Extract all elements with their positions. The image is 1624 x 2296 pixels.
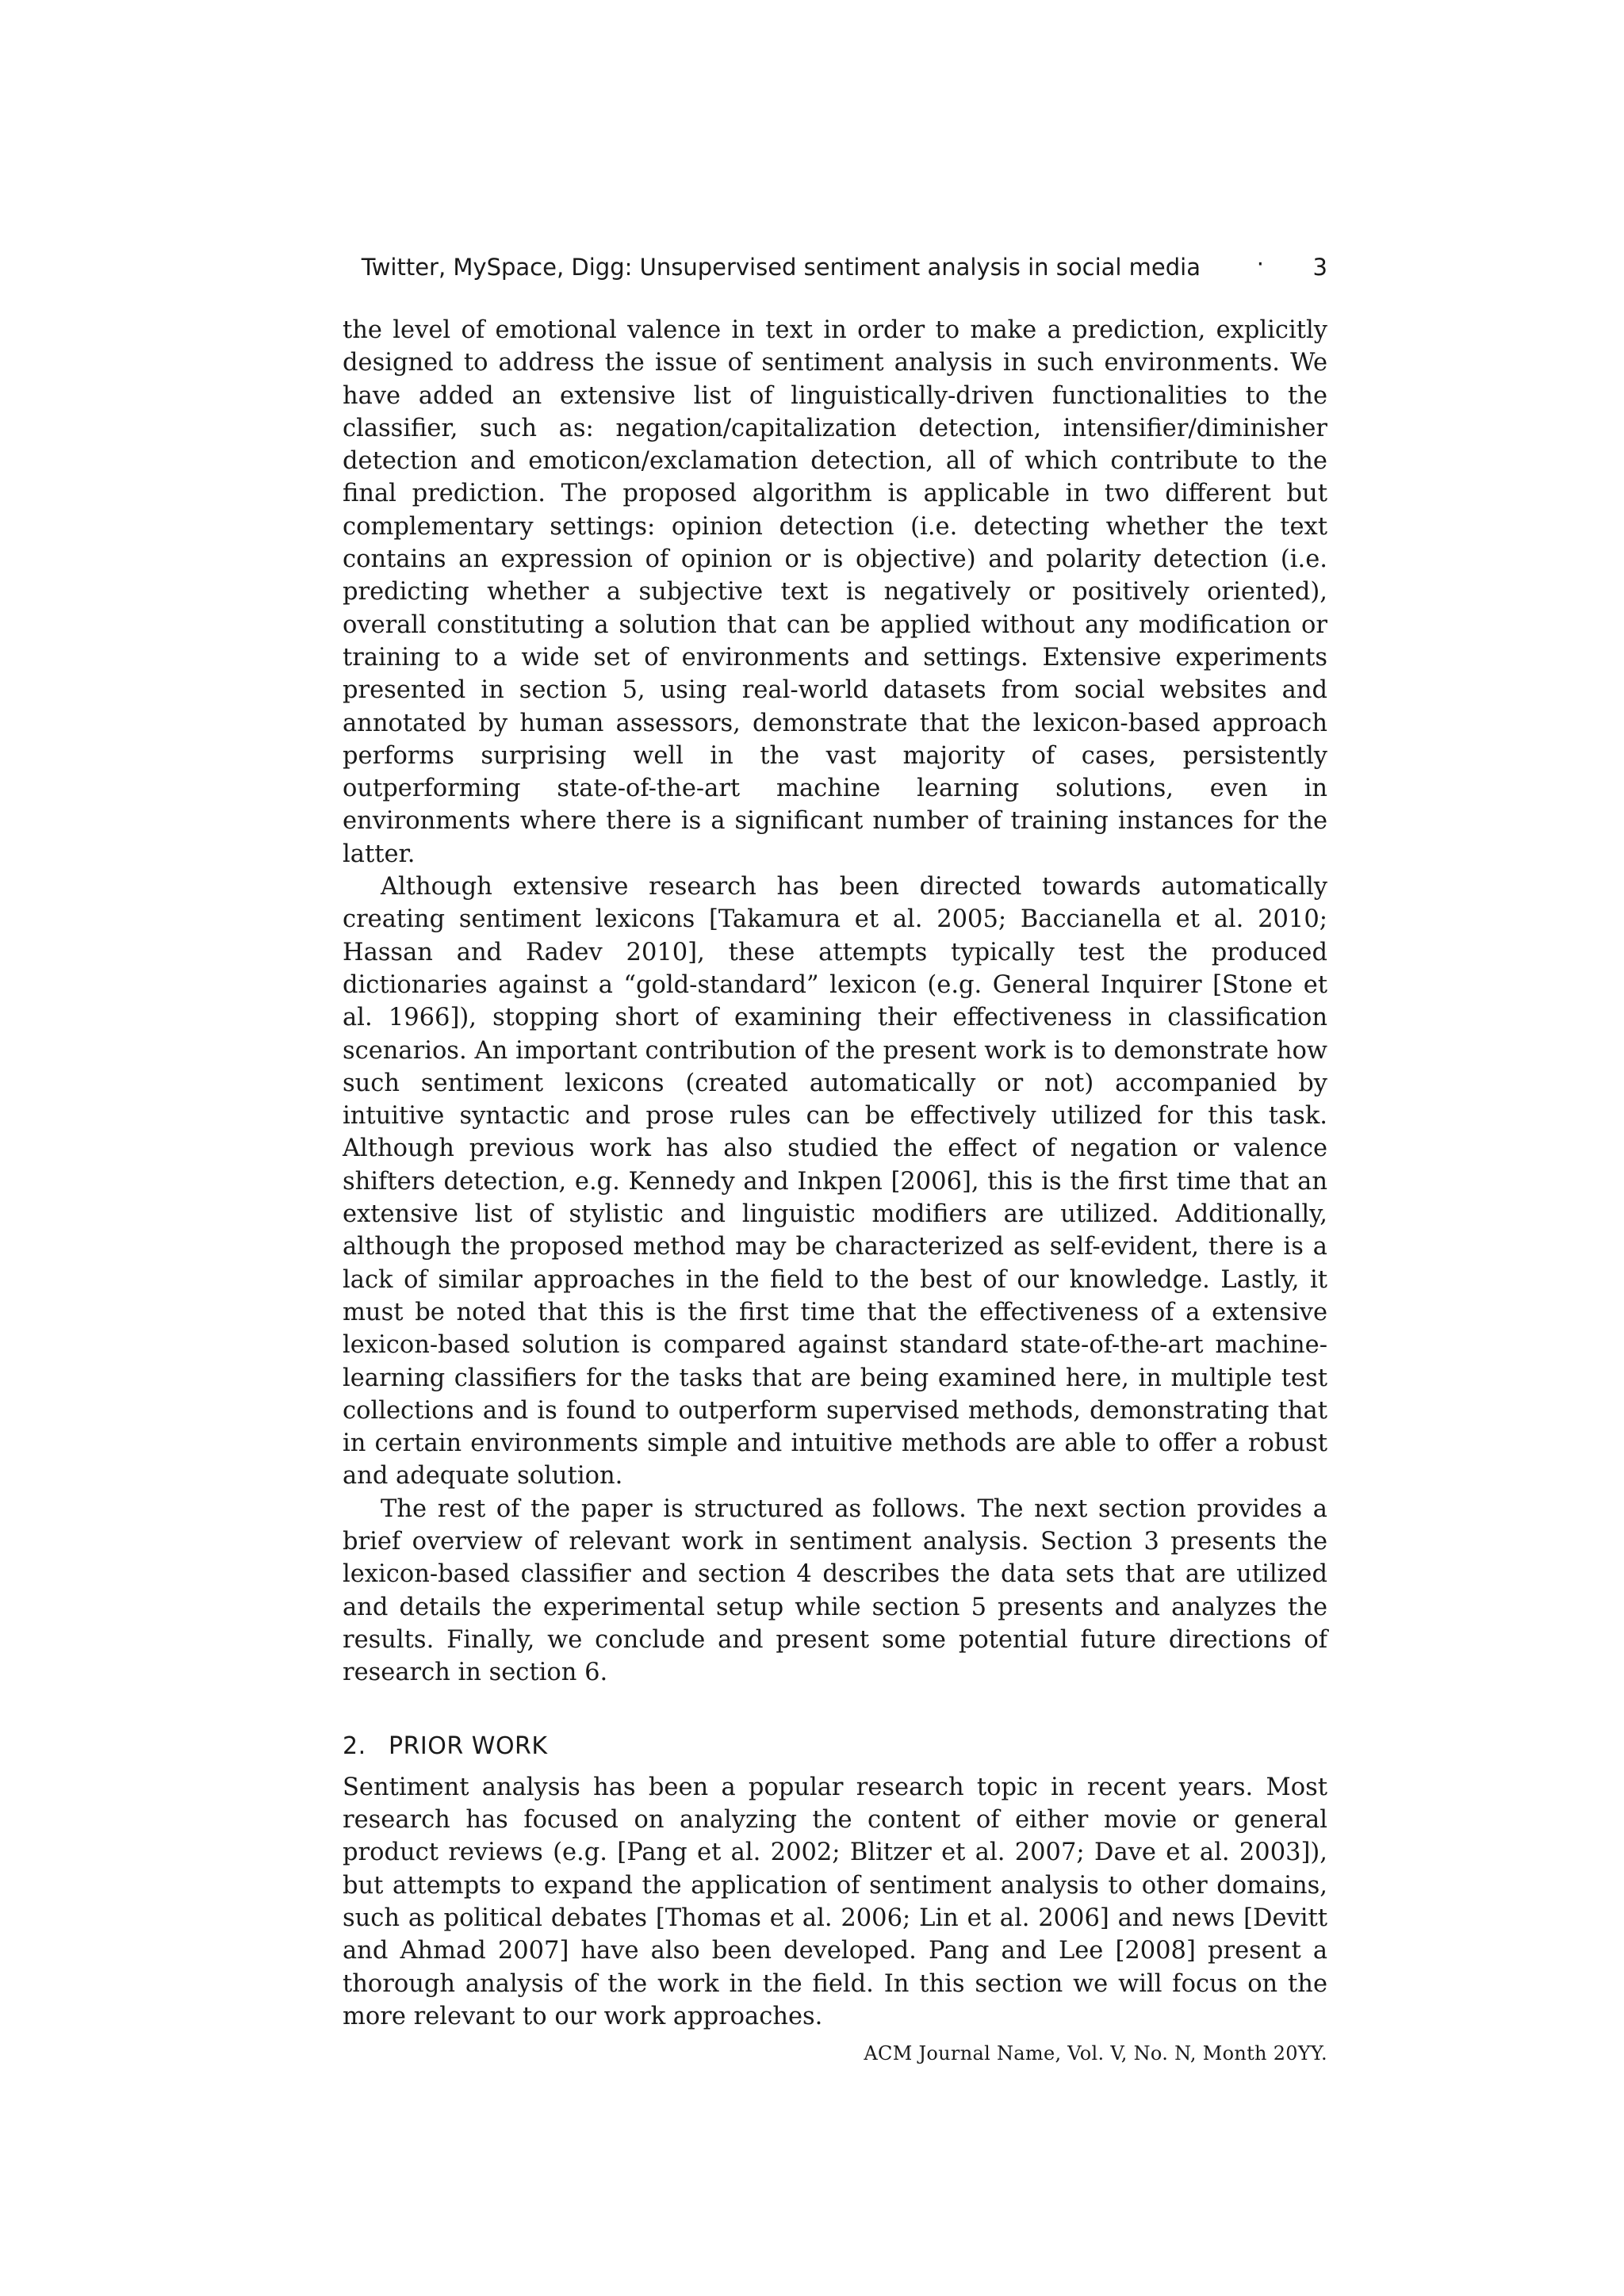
journal-footer: ACM Journal Name, Vol. V, No. N, Month 20YY. [864, 2042, 1327, 2065]
running-header [343, 251, 1327, 292]
section-title: PRIOR WORK [389, 1732, 548, 1761]
paper-page [343, 251, 1327, 2065]
body-text [343, 314, 1327, 2033]
paragraph-prior-work: Sentiment analysis has been a popular research topic in recent years. Most research has focused on analyzing the content of either movie or general product reviews (e.g. [Pang et al. 2002; Blitzer et al. 2007; Dave et al. 2003]), but attempts to expand the application of sentiment analysis to other domains, such as political debates [Thomas et al. 2006; Lin et al. 2006] and news [Devitt and Ahmad 2007] have also been developed. Pang and Lee [2008] present a thorough analysis of the work in the field. In this section we will focus on the more relevant to our work approaches. [343, 1773, 1327, 2030]
page-number: 3 [1312, 254, 1327, 281]
paragraph-structure: The rest of the paper is structured as follows. The next section provides a brief overview of relevant work in sentiment analysis. Section 3 presents the lexicon-based classifier and section 4 describes the data sets that are utilized and details the experimental setup while section 5 presents and analyzes the results. Finally, we conclude and present some potential future directions of research in section 6. [343, 1494, 1327, 1687]
section-number: 2. [343, 1732, 366, 1761]
header-separator: · [1256, 251, 1264, 277]
section-heading-prior-work [343, 1730, 1327, 1762]
paragraph-lexicons: Although extensive research has been directed towards automatically creating sentiment lexicons [Takamura et al. 2005; Baccianella et al. 2010; Hassan and Radev 2010], these attempts typically test the produced dictionaries against a “gold-standard” lexicon (e.g. General Inquirer [Stone et al. 1966]), stopping short of examining their effectiveness in classification scenarios. An important contribution of the present work is to demonstrate how such sentiment lexicons (created automatically or not) accompanied by intuitive syntactic and prose rules can be effectively utilized for this task. Although previous work has also studied the effect of negation or valence shifters detection, e.g. Kennedy and Inkpen [2006], this is the first time that an extensive list of stylistic and linguistic modifiers are utilized. Additionally, although the proposed method may be characterized as self-evident, there is a lack of similar approaches in the field to the best of our knowledge. Lastly, it must be noted that this is the first time that the effectiveness of a extensive lexicon-based solution is compared against standard state-of-the-art machine-learning classifiers for the tasks that are being examined here, in multiple test collections and is found to outperform supervised methods, demonstrating that in certain environments simple and intuitive methods are able to offer a robust and adequate solution. [343, 873, 1327, 1490]
paragraph-intro-continuation: the level of emotional valence in text in order to make a prediction, explicitly designed to address the issue of sentiment analysis in such environments. We have added an extensive list of linguistically-driven functionalities to the classifier, such as: negation/capitalization detection, intensifier/diminisher detection and emoticon/exclamation detection, all of which contribute to the final prediction. The proposed algorithm is applicable in two different but complementary settings: opinion detection (i.e. detecting whether the text contains an expression of opinion or is objective) and polarity detection (i.e. predicting whether a subjective text is negatively or positively oriented), overall constituting a solution that can be applied without any modification or training to a wide set of environments and settings. Extensive experiments presented in section 5, using real-world datasets from social websites and annotated by human assessors, demonstrate that the lexicon-based approach performs surprising well in the vast majority of cases, persistently outperforming state-of-the-art machine learning solutions, even in environments where there is a significant number of training instances for the latter. [343, 316, 1327, 868]
running-title: Twitter, MySpace, Digg: Unsupervised sentiment analysis in social media [361, 254, 1201, 281]
